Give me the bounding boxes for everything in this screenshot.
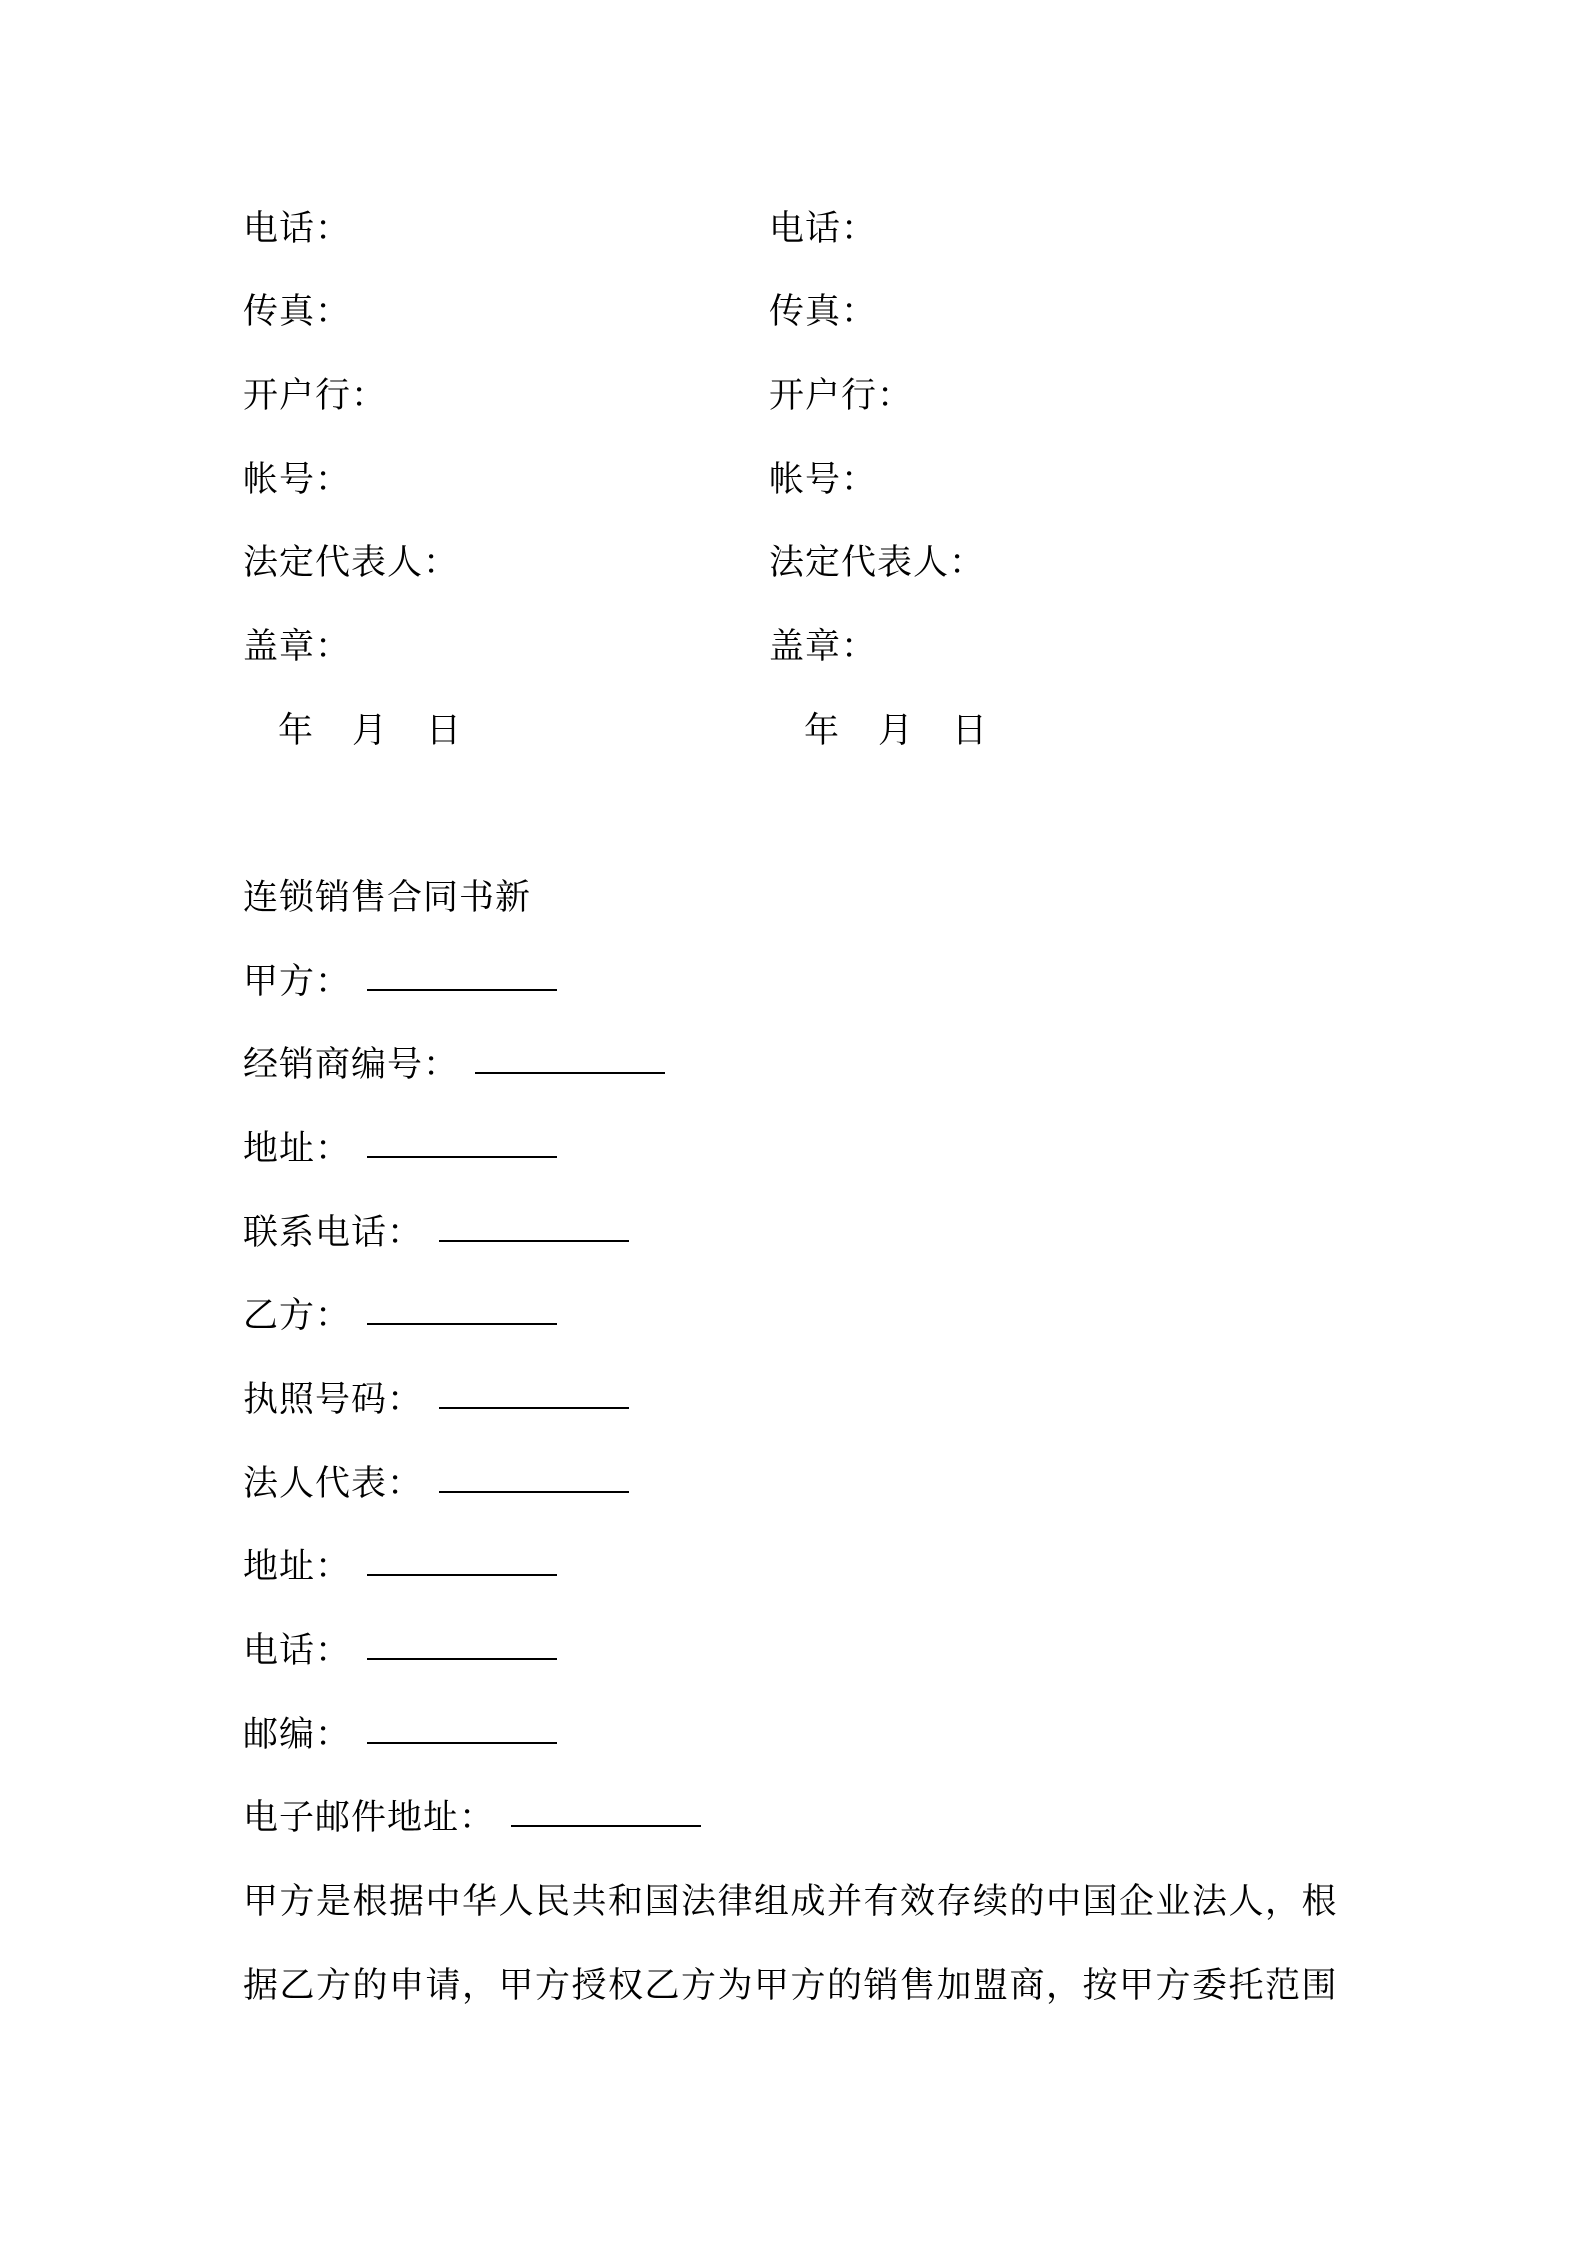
field-blank-line xyxy=(367,989,557,991)
party-a-phone-label: 电话： xyxy=(243,209,352,249)
field-blank-line xyxy=(439,1240,629,1242)
party-b-date-year: 年 xyxy=(804,711,841,751)
field-label: 地址： xyxy=(243,1129,352,1169)
field-label: 经销商编号： xyxy=(243,1045,460,1085)
party-b-account-label: 帐号： xyxy=(769,460,878,500)
party-a-bank-label: 开户行： xyxy=(243,376,388,416)
party-b-seal-label: 盖章： xyxy=(769,627,878,667)
party-a-seal-label: 盖章： xyxy=(243,627,352,667)
party-b-legal-rep-label: 法定代表人： xyxy=(769,543,986,583)
field-blank-line xyxy=(475,1072,665,1074)
field-email xyxy=(243,1796,701,1840)
field-label: 电子邮件地址： xyxy=(243,1798,496,1838)
field-label: 执照号码： xyxy=(243,1380,424,1420)
party-b-fax-label: 传真： xyxy=(769,292,878,332)
field-blank-line xyxy=(439,1491,629,1493)
field-blank-line xyxy=(367,1156,557,1158)
field-party-a xyxy=(243,960,557,1004)
party-a-date-year: 年 xyxy=(278,711,315,751)
field-license-number xyxy=(243,1378,629,1422)
field-label: 甲方： xyxy=(243,962,352,1002)
field-label: 邮编： xyxy=(243,1715,352,1755)
field-blank-line xyxy=(367,1323,557,1325)
party-a-legal-rep-label: 法定代表人： xyxy=(243,543,460,583)
party-b-date-month: 月 xyxy=(878,711,915,751)
party-b-phone-label: 电话： xyxy=(769,209,878,249)
field-address-a xyxy=(243,1127,557,1171)
field-contact-phone xyxy=(243,1211,629,1255)
party-a-date xyxy=(278,709,462,753)
body-line: 据乙方的申请，甲方授权乙方为甲方的销售加盟商，按甲方委托范围 xyxy=(243,1966,1339,2006)
party-a-date-month: 月 xyxy=(352,711,389,751)
field-blank-line xyxy=(367,1742,557,1744)
party-b-bank-label: 开户行： xyxy=(769,376,914,416)
party-b-date xyxy=(804,709,988,753)
party-a-fax-label: 传真： xyxy=(243,292,352,332)
field-party-b xyxy=(243,1294,557,1338)
party-b-date-day: 日 xyxy=(952,711,989,751)
field-phone xyxy=(243,1629,557,1673)
contract-title: 连锁销售合同书新 xyxy=(243,878,532,918)
field-legal-rep xyxy=(243,1462,629,1506)
party-a-date-day: 日 xyxy=(426,711,463,751)
field-label: 法人代表： xyxy=(243,1464,424,1504)
field-label: 联系电话： xyxy=(243,1213,424,1253)
field-blank-line xyxy=(367,1658,557,1660)
field-label: 地址： xyxy=(243,1547,352,1587)
body-line: 甲方是根据中华人民共和国法律组成并有效存续的中国企业法人，根 xyxy=(243,1882,1339,1922)
field-label: 乙方： xyxy=(243,1296,352,1336)
party-a-account-label: 帐号： xyxy=(243,460,352,500)
field-address-b xyxy=(243,1545,557,1589)
field-postcode xyxy=(243,1713,557,1757)
field-blank-line xyxy=(511,1825,701,1827)
field-dealer-number xyxy=(243,1043,665,1087)
field-blank-line xyxy=(367,1574,557,1576)
field-label: 电话： xyxy=(243,1631,352,1671)
field-blank-line xyxy=(439,1407,629,1409)
